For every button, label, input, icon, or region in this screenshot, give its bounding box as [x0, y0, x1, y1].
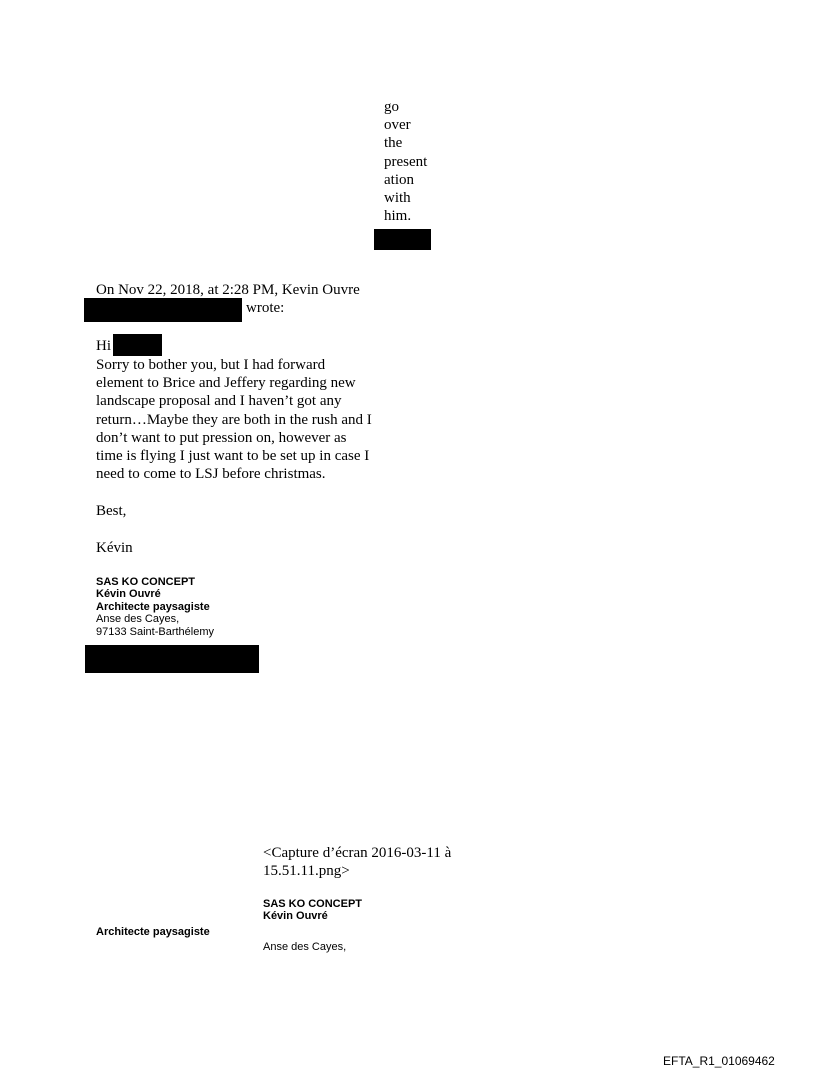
- narrow-line: ation: [384, 171, 414, 188]
- narrow-quoted-column: [384, 98, 427, 225]
- signature-person: Kévin Ouvré: [96, 588, 161, 601]
- greeting: Hi: [96, 338, 111, 354]
- narrow-line: present: [384, 153, 428, 170]
- attachment-line: <Capture d’écran 2016-03-11 à: [263, 845, 452, 861]
- narrow-line: the: [384, 135, 403, 152]
- signature-address-line: 97133 Saint-Barthélemy: [96, 625, 215, 638]
- signature-address-line: Anse des Cayes,: [263, 941, 347, 953]
- body-line: need to come to LSJ before christmas.: [96, 466, 326, 483]
- reply-header-wrote: wrote:: [246, 300, 285, 316]
- signature-title: Architecte paysagiste: [96, 600, 210, 613]
- signature-company: SAS KO CONCEPT: [263, 898, 363, 910]
- closing: Best,: [96, 503, 127, 519]
- attachment-line: 15.51.11.png>: [263, 863, 350, 880]
- redaction-box: [85, 645, 259, 673]
- narrow-line: with: [384, 190, 411, 207]
- email-body: [96, 356, 372, 483]
- body-line: landscape proposal and I haven’t got any: [96, 393, 342, 410]
- body-line: Sorry to bother you, but I had forward: [96, 357, 326, 373]
- redaction-box: [113, 334, 162, 356]
- body-line: time is flying I just want to be set up in case I: [96, 448, 370, 465]
- reply-header-line: On Nov 22, 2018, at 2:28 PM, Kevin Ouvre: [96, 282, 360, 298]
- redaction-box: [84, 298, 242, 322]
- body-line: return…Maybe they are both in the rush and I: [96, 411, 372, 428]
- narrow-line: go: [384, 99, 399, 115]
- redaction-box: [374, 229, 431, 250]
- signature-block-repeat: [263, 898, 362, 923]
- document-id: EFTA_R1_01069462: [663, 1054, 775, 1068]
- narrow-line: him.: [384, 208, 412, 225]
- narrow-line: over: [384, 117, 411, 134]
- attachment-reference: [263, 844, 451, 880]
- signature-address-line: Anse des Cayes,: [96, 613, 180, 626]
- signature-person: Kévin Ouvré: [263, 910, 328, 923]
- signature-company: SAS KO CONCEPT: [96, 576, 196, 588]
- signature-title: Architecte paysagiste: [96, 926, 210, 938]
- sender-name: Kévin: [96, 540, 133, 556]
- body-line: don’t want to put pression on, however as: [96, 429, 347, 446]
- signature-block: [96, 576, 214, 638]
- body-line: element to Brice and Jeffery regarding new: [96, 375, 356, 392]
